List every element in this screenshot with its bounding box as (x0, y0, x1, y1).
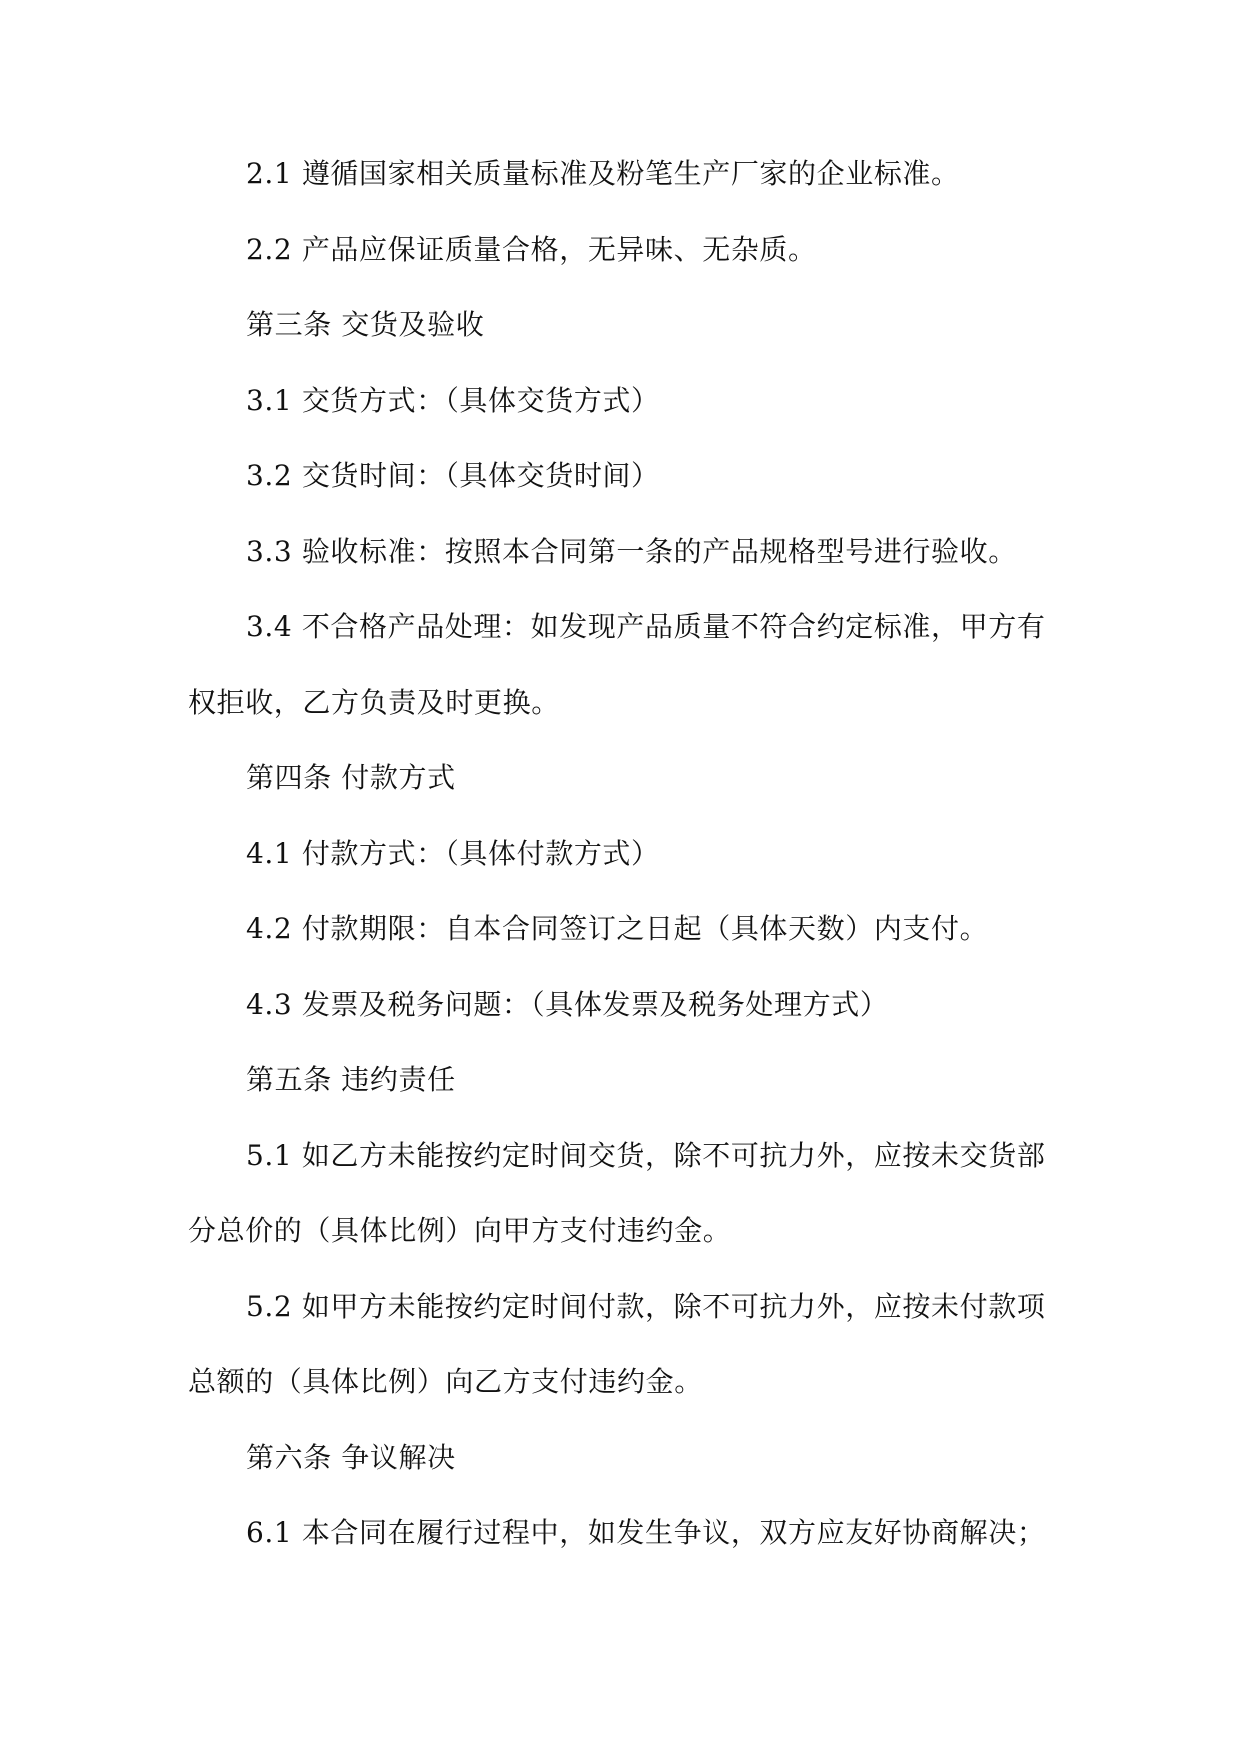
article-5-heading: 第五条 违约责任 (246, 1063, 456, 1096)
article-3-heading: 第三条 交货及验收 (246, 308, 485, 341)
clause-4-1: 4.1 付款方式：（具体付款方式） (246, 836, 660, 870)
clause-3-2: 3.2 交货时间：（具体交货时间） (246, 459, 660, 492)
clause-3-4-line-1: 3.4 不合格产品处理：如发现产品质量不符合约定标准，甲方有 (246, 610, 1046, 643)
clause-5-2-line-2: 总额的（具体比例）向乙方支付违约金。 (188, 1365, 703, 1398)
clause-2-2: 2.2 产品应保证质量合格，无异味、无杂质。 (246, 232, 817, 266)
clause-2-1: 2.1 遵循国家相关质量标准及粉笔生产厂家的企业标准。 (246, 157, 960, 190)
article-6-heading: 第六条 争议解决 (246, 1440, 456, 1474)
clause-4-3: 4.3 发票及税务问题：（具体发票及税务处理方式） (246, 987, 889, 1021)
clause-3-4-line-2: 权拒收，乙方负责及时更换。 (188, 685, 560, 719)
clause-5-1-line-1: 5.1 如乙方未能按约定时间交货，除不可抗力外，应按未交货部 (246, 1138, 1046, 1172)
clause-5-2-line-1: 5.2 如甲方未能按约定时间付款，除不可抗力外，应按未付款项 (246, 1289, 1046, 1323)
clause-5-1-line-2: 分总价的（具体比例）向甲方支付违约金。 (188, 1214, 732, 1247)
clause-3-1: 3.1 交货方式：（具体交货方式） (246, 383, 660, 417)
clause-6-1: 6.1 本合同在履行过程中，如发生争议，双方应友好协商解决； (246, 1516, 1046, 1549)
clause-3-3: 3.3 验收标准：按照本合同第一条的产品规格型号进行验收。 (246, 534, 1017, 568)
document-body (188, 136, 1058, 1571)
clause-4-2: 4.2 付款期限：自本合同签订之日起（具体天数）内支付。 (246, 912, 989, 945)
article-4-heading: 第四条 付款方式 (246, 761, 456, 794)
